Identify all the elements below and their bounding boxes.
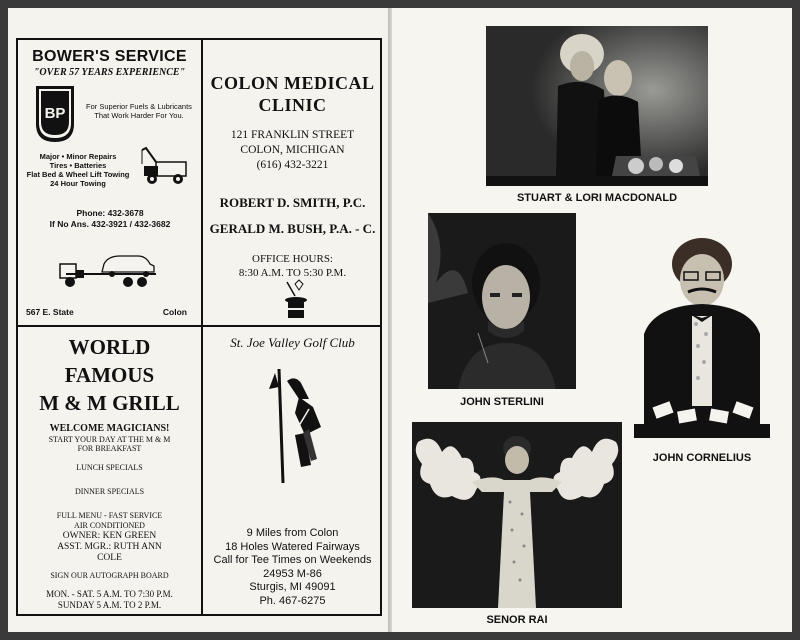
mm-grill-ad [18, 327, 201, 614]
service-item: Major • Minor Repairs [39, 152, 117, 161]
golf-title: St. Joe Valley Golf Club [230, 335, 355, 350]
bowers-phone-alt: If No Ans. 432-3921 / 432-3682 [49, 219, 171, 229]
sterlini-caption: JOHN STERLINI [460, 396, 544, 408]
grill-headline: WORLD [68, 335, 151, 359]
clinic-phone: (616) 432-3221 [256, 159, 329, 171]
doctor-name: ROBERT D. SMITH, P.C. [219, 195, 366, 210]
senor-rai-caption: SENOR RAI [486, 614, 548, 626]
services-list [22, 152, 134, 188]
grill-hours: SUNDAY 5 A.M. TO 2 P.M. [57, 600, 162, 610]
grill-hours: MON. - SAT. 5 A.M. TO 7:30 P.M. [46, 589, 173, 599]
golf-info-line: Call for Tee Times on Weekends [213, 554, 372, 566]
left-page [8, 8, 390, 632]
cornelius-caption: JOHN CORNELIUS [652, 452, 752, 464]
magic-hat-icon [283, 278, 309, 320]
flatbed-truck-icon [58, 250, 158, 290]
golf-club-ad [203, 327, 382, 614]
bowers-tagline: "OVER 57 YEARS EXPERIENCE" [33, 67, 186, 78]
macdonald-photo [486, 26, 708, 186]
bowers-service-ad [18, 40, 201, 325]
macdonald-caption: STUART & LORI MACDONALD [516, 192, 678, 204]
clinic-street: 121 FRANKLIN STREET [230, 129, 355, 141]
fuels-line: That Work Harder For You. [94, 111, 184, 120]
right-page [392, 8, 792, 632]
grill-autograph: SIGN OUR AUTOGRAPH BOARD [50, 571, 169, 580]
bowers-address: 567 E. State [26, 307, 74, 317]
grill-breakfast: FOR BREAKFAST [77, 444, 142, 453]
bowers-title: BOWER'S SERVICE [32, 48, 187, 65]
service-item: Flat Bed & Wheel Lift Towing [26, 170, 130, 179]
golf-info-line: 9 Miles from Colon [246, 527, 339, 539]
bowers-phone: Phone: 432-3678 [76, 208, 144, 218]
sterlini-photo [428, 213, 576, 389]
golf-info-line: 24953 M-86 [263, 567, 322, 580]
golfer-icon [265, 369, 325, 489]
grill-dinner: DINNER SPECIALS [74, 487, 145, 496]
grill-asst-mgr: COLE [97, 553, 122, 563]
clinic-name: CLINIC [258, 95, 327, 115]
fuels-line: For Superior Fuels & Lubricants [86, 102, 192, 111]
office-hours-label: OFFICE HOURS: [252, 253, 333, 265]
senor-rai-photo [412, 422, 622, 608]
grill-lunch: LUNCH SPECIALS [76, 463, 143, 472]
grill-asst-mgr: ASST. MGR.: RUTH ANN [57, 542, 162, 552]
tow-truck-icon [136, 146, 192, 188]
bowers-town: Colon [162, 307, 187, 317]
service-item: 24 Hour Towing [50, 179, 106, 188]
service-item: Tires • Batteries [49, 161, 107, 170]
bp-logo [34, 84, 76, 144]
colon-medical-clinic-ad [203, 40, 382, 325]
office-hours: 8:30 A.M. TO 5:30 P.M. [238, 267, 347, 279]
grill-menu: AIR CONDITIONED [74, 520, 145, 530]
grill-menu: FULL MENU - FAST SERVICE [56, 511, 163, 520]
golf-info-line: 18 Holes Watered Fairways [225, 540, 360, 553]
grill-welcome: WELCOME MAGICIANS! [49, 423, 170, 434]
grill-headline: M & M GRILL [39, 391, 180, 415]
clinic-city: COLON, MICHIGAN [240, 144, 345, 156]
grill-owner: OWNER: KEN GREEN [62, 531, 157, 541]
clinic-name: COLON MEDICAL [210, 73, 375, 93]
grill-headline: FAMOUS [64, 363, 155, 387]
golf-info-line: Sturgis, MI 49091 [249, 581, 336, 593]
ad-grid [16, 38, 382, 616]
golf-info-line: Ph. 467-6275 [259, 594, 326, 607]
bp-logo-text: BP [44, 105, 66, 122]
doctor-name: GERALD M. BUSH, P.A. - C. [209, 221, 376, 236]
grill-breakfast: START YOUR DAY AT THE M & M [48, 435, 171, 444]
cornelius-photo [634, 224, 770, 438]
